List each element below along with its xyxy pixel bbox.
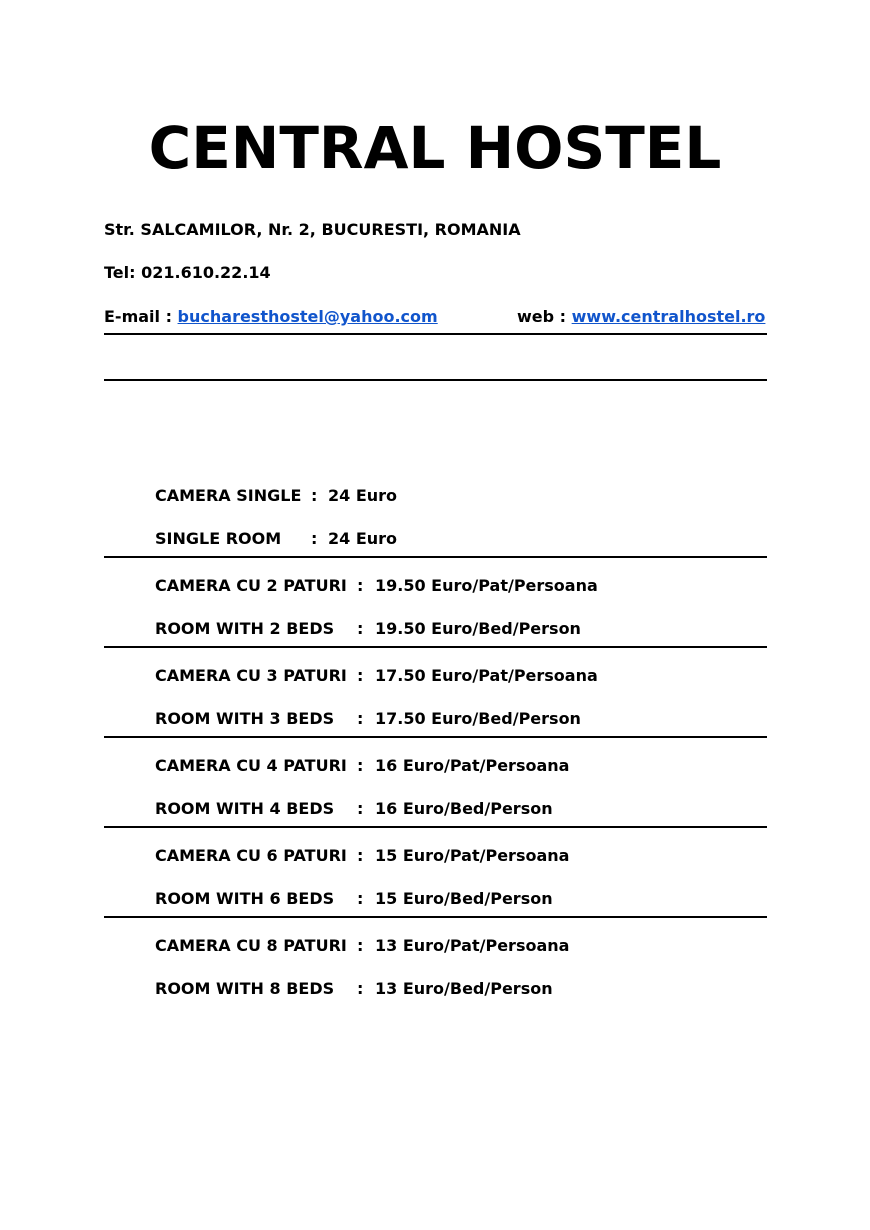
rate-value: 19.50 Euro/Pat/Persoana <box>375 576 598 595</box>
rate-colon: : <box>357 936 364 955</box>
rate-colon: : <box>357 799 364 818</box>
rate-label: CAMERA SINGLE <box>155 486 302 505</box>
rate-label: ROOM WITH 6 BEDS <box>155 889 335 908</box>
rate-line-en <box>155 799 553 819</box>
rate-label: CAMERA CU 3 PATURI <box>155 666 347 685</box>
rate-divider <box>104 556 767 558</box>
phone-number: Tel: 021.610.22.14 <box>104 263 271 282</box>
rate-divider <box>104 736 767 738</box>
rate-colon: : <box>357 889 364 908</box>
web-link[interactable]: www.centralhostel.ro <box>571 307 766 326</box>
rate-colon: : <box>357 666 364 685</box>
rate-value: 15 Euro/Bed/Person <box>375 889 553 908</box>
rate-colon: : <box>357 979 364 998</box>
rate-value: 17.50 Euro/Pat/Persoana <box>375 666 598 685</box>
rate-line-en <box>155 619 581 639</box>
rate-value: 16 Euro/Bed/Person <box>375 799 553 818</box>
rate-divider <box>104 646 767 648</box>
rate-label: CAMERA CU 4 PATURI <box>155 756 347 775</box>
rate-value: 15 Euro/Pat/Persoana <box>375 846 570 865</box>
rate-colon: : <box>357 756 364 775</box>
rate-value: 16 Euro/Pat/Persoana <box>375 756 570 775</box>
rate-label: SINGLE ROOM <box>155 529 282 548</box>
rate-line-ro <box>155 486 398 506</box>
rate-label: ROOM WITH 4 BEDS <box>155 799 335 818</box>
rate-line-en <box>155 709 581 729</box>
rate-line-ro <box>155 846 570 866</box>
rate-line-en <box>155 529 398 549</box>
rate-value: 13 Euro/Pat/Persoana <box>375 936 570 955</box>
header-divider-bottom <box>104 379 767 381</box>
rate-colon: : <box>357 846 364 865</box>
rate-colon: : <box>357 619 364 638</box>
rate-value: 24 Euro <box>328 529 398 548</box>
rate-line-en <box>155 979 553 999</box>
rate-colon: : <box>357 709 364 728</box>
rate-value: 17.50 Euro/Bed/Person <box>375 709 581 728</box>
rate-value: 24 Euro <box>328 486 398 505</box>
web-label: web : <box>517 307 572 326</box>
rate-divider <box>104 916 767 918</box>
rate-colon: : <box>357 576 364 595</box>
rate-line-ro <box>155 936 570 956</box>
rate-line-en <box>155 889 553 909</box>
email-row <box>104 307 438 327</box>
email-label: E-mail : <box>104 307 178 326</box>
rate-label: ROOM WITH 3 BEDS <box>155 709 335 728</box>
rate-colon: : <box>311 529 318 548</box>
rate-line-ro <box>155 576 598 596</box>
rate-line-ro <box>155 756 570 776</box>
header-divider-top <box>104 333 767 335</box>
page-title: CENTRAL HOSTEL <box>148 114 722 182</box>
address: Str. SALCAMILOR, Nr. 2, BUCURESTI, ROMANIA <box>104 220 521 239</box>
rate-label: ROOM WITH 2 BEDS <box>155 619 335 638</box>
rate-colon: : <box>311 486 318 505</box>
rate-line-ro <box>155 666 598 686</box>
rate-label: ROOM WITH 8 BEDS <box>155 979 335 998</box>
rate-value: 13 Euro/Bed/Person <box>375 979 553 998</box>
rate-label: CAMERA CU 8 PATURI <box>155 936 347 955</box>
email-link[interactable]: bucharesthostel@yahoo.com <box>177 307 438 326</box>
web-row <box>517 307 765 327</box>
rate-label: CAMERA CU 6 PATURI <box>155 846 347 865</box>
rate-value: 19.50 Euro/Bed/Person <box>375 619 581 638</box>
rate-divider <box>104 826 767 828</box>
rate-label: CAMERA CU 2 PATURI <box>155 576 347 595</box>
